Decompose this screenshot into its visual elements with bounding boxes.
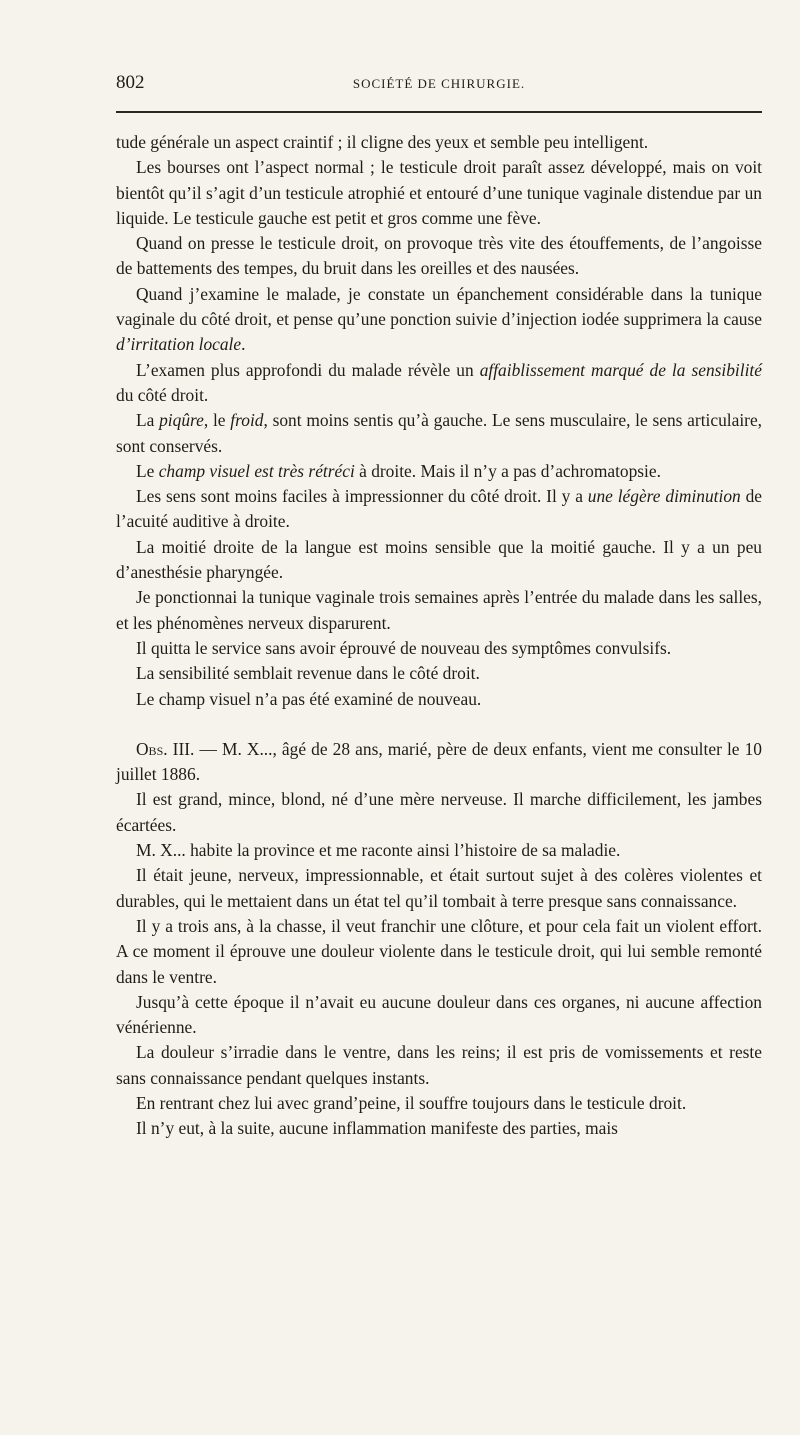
paragraph: Je ponctionnai la tunique vaginale trois semaines après l’entrée du malade dans les salles, et les phénomènes nerveux disparurent. — [116, 587, 762, 633]
italic-phrase: froid — [230, 410, 264, 431]
paragraph: Les bourses ont l’aspect normal ; le testicule droit paraît assez développé, mais on voit bientôt qu’il s’agit d’un testicule atrophié et entouré d’une tunique vaginale distendue par un liquide. Le testicule gauche est petit et gros comme une fève. — [116, 157, 762, 228]
paragraph: La sensibilité semblait revenue dans le côté droit. — [136, 663, 480, 684]
paragraph: tude générale un aspect craintif ; il cligne des yeux et semble peu intelligent. — [116, 132, 649, 152]
paragraph: La piqûre, le froid, sont moins sentis qu’à gauche. Le sens musculaire, le sens articulaire, sont conservés. — [116, 410, 763, 456]
paragraph: Le champ visuel n’a pas été examiné de nouveau. — [136, 688, 482, 709]
paragraph: Les sens sont moins faciles à impressionner du côté droit. Il y a une légère diminution de l’acuité auditive à droite. — [116, 486, 762, 532]
paragraph: Quand j’examine le malade, je constate un épanchement considérable dans la tunique vaginale du côté droit, et pense qu’une ponction suivie d’injection iodée supprimera la cause d’irritation locale. — [116, 283, 762, 355]
running-head: SOCIÉTÉ DE CHIRURGIE. — [352, 76, 526, 91]
paragraph: Il y a trois ans, à la chasse, il veut franchir une clôture, et pour cela fait un violent effort. A ce moment il éprouve une douleur violente dans le testicule droit, qui lui semble remonté dans le ventre. — [116, 915, 762, 987]
paragraph: Il quitta le service sans avoir éprouvé de nouveau des symptômes convulsifs. — [136, 637, 672, 658]
paragraph: L’examen plus approfondi du malade révèle un affaiblissement marqué de la sensibilité du côté droit. — [116, 359, 762, 405]
paragraph: Il n’y eut, à la suite, aucune inflammation manifeste des parties, mais — [136, 1118, 618, 1139]
italic-phrase: piqûre — [159, 410, 204, 431]
paragraph: M. X... habite la province et me raconte ainsi l’histoire de sa maladie. — [136, 840, 621, 861]
italic-phrase: d’irritation locale — [116, 334, 242, 355]
page-number: 802 — [116, 72, 145, 93]
observation-heading-paragraph: Obs. III. — M. X..., âgé de 28 ans, marié, père de deux enfants, vient me consulter le 10 juillet 1886. — [116, 738, 762, 785]
paragraph: La douleur s’irradie dans le ventre, dans les reins; il est pris de vomissements et reste sans connaissance pendant quelques instants. — [116, 1042, 762, 1088]
paragraph: En rentrant chez lui avec grand’peine, il souffre toujours dans le testicule droit. — [136, 1092, 687, 1113]
paragraph: Le champ visuel est très rétréci à droite. Mais il n’y a pas d’achromatopsie. — [136, 460, 661, 481]
observation-label: Obs. III. — [136, 738, 195, 759]
italic-phrase: champ visuel est très rétréci — [158, 460, 355, 481]
paragraph: Jusqu’à cette époque il n’avait eu aucune douleur dans ces organes, ni aucune affection vénérienne. — [116, 991, 762, 1038]
paragraph: La moitié droite de la langue est moins sensible que la moitié gauche. Il y a un peu d’anesthésie pharyngée. — [116, 536, 762, 583]
paragraph: Il était jeune, nerveux, impressionnable, et était surtout sujet à des colères violentes et durables, qui le mettaient dans un état tel qu’il tombait à terre presque sans connaissance. — [116, 865, 762, 911]
body-text — [116, 130, 762, 1142]
header-rule — [116, 111, 762, 113]
italic-phrase: affaiblissement marqué de la sensibilité — [479, 359, 762, 380]
paragraph: Il est grand, mince, blond, né d’une mère nerveuse. Il marche difficilement, les jambes écartées. — [116, 789, 762, 835]
page-header — [116, 72, 762, 100]
paragraph: Quand on presse le testicule droit, on provoque très vite des étouffements, de l’angoisse de battements des tempes, du bruit dans les oreilles et des nausées. — [116, 233, 762, 279]
italic-phrase: une légère diminution — [587, 486, 741, 507]
